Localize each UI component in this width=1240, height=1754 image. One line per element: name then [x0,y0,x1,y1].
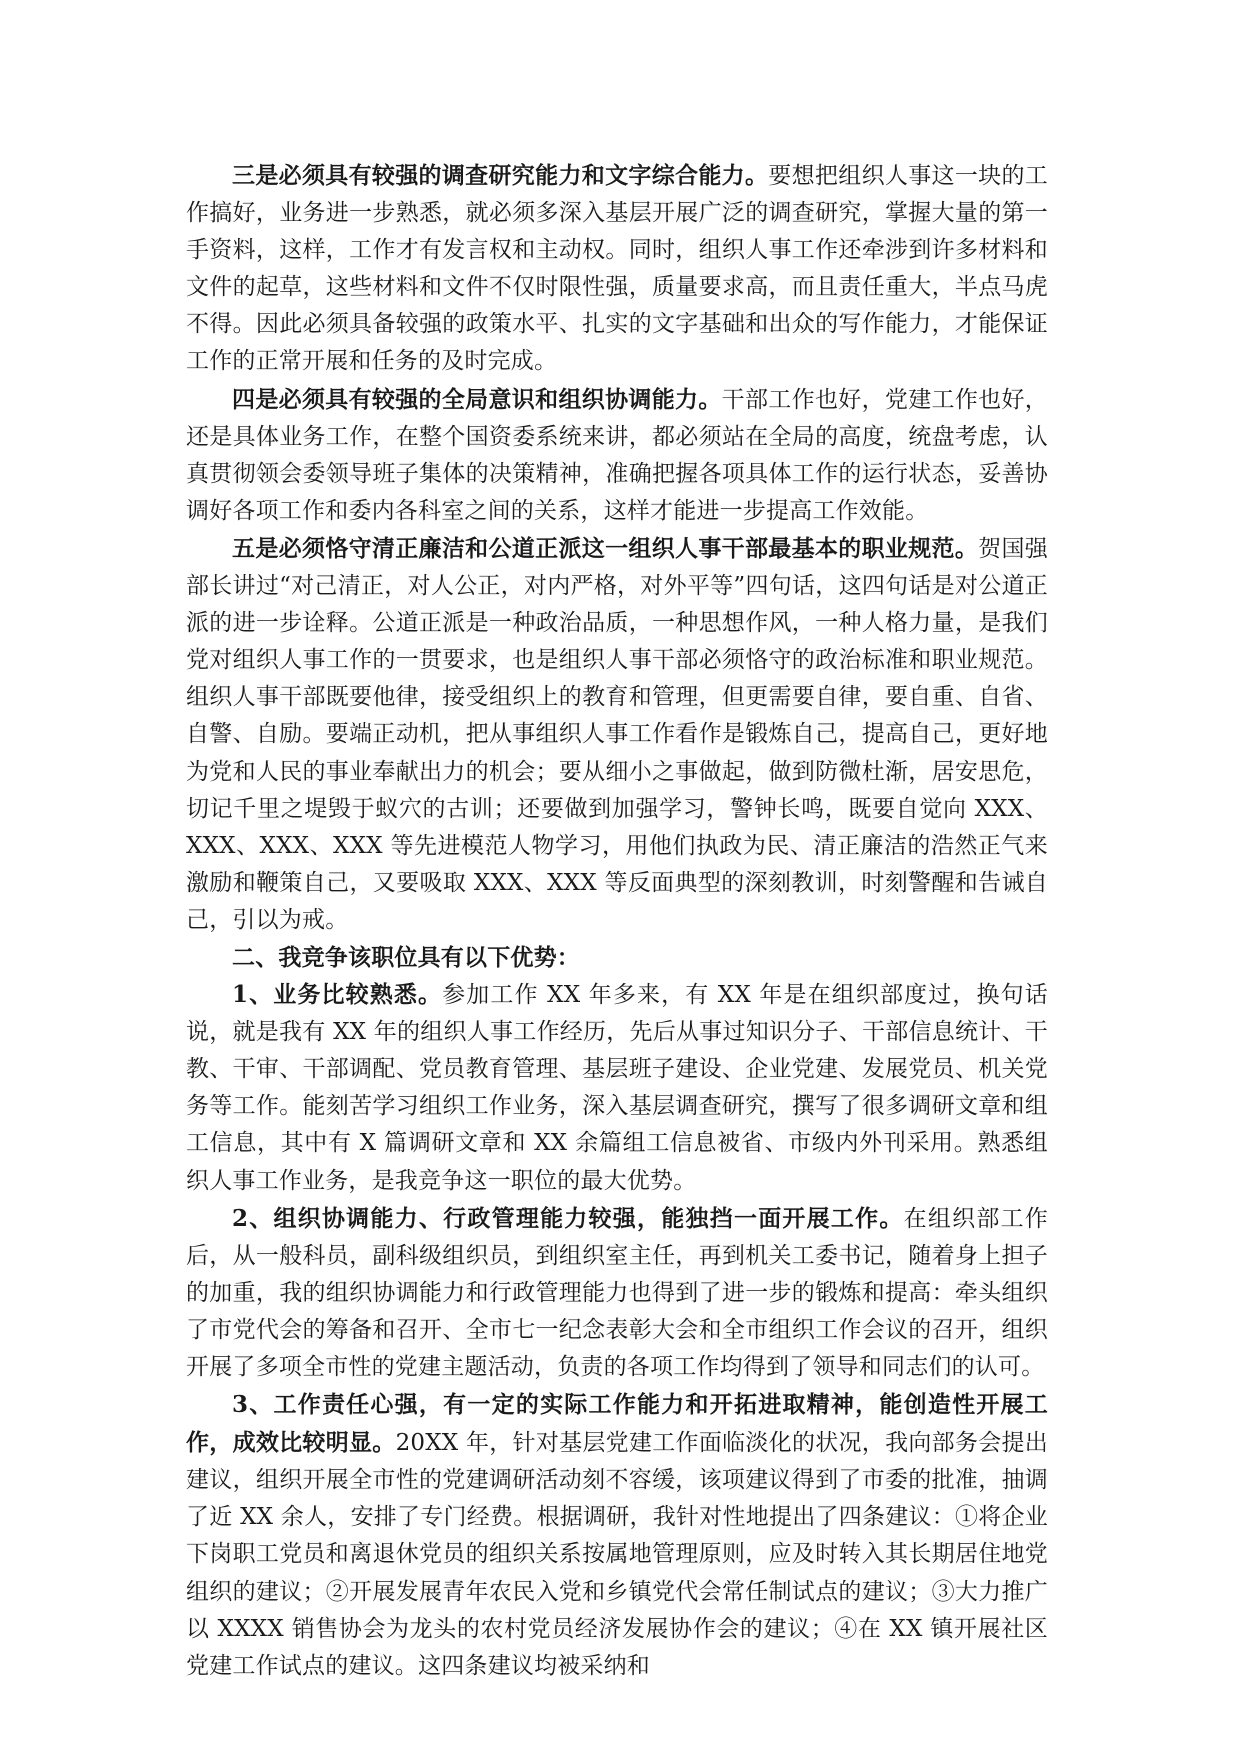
paragraph-lead: 三是必须具有较强的调查研究能力和文字综合能力。 [232,162,769,189]
paragraph-lead: 四是必须具有较强的全局意识和组织协调能力。 [232,385,722,413]
advantage-body: 20XX 年，针对基层党建工作面临淡化的状况，我向部务会提出建议，组织开展全市性的党建调研活动刻不容缓，该项建议得到了市委的批准，抽调了近 XX 余人，安排了专门经费。根据调研，我针对性地提出了四条建议：①将企业下岗职工党员和离退休党员的组织关系按属地管理原则，应及时转入其长期居住地党组织的建议；②开展发展青年农民入党和乡镇党代会常任制试点的建议；③大力推广以 XXXX 销售协会为龙头的农村党员经济发展协作会的建议；④在 XX 镇开展社区党建工作试点的建议。这四条建议均被采纳和 [186,1430,1048,1679]
advantage-body: 在组织部工作后，从一般科员，副科级组织员，到组织室主任，再到机关工委书记，随着身上担子的加重，我的组织协调能力和行政管理能力也得到了进一步的锻炼和提高：牵头组织了市党代会的筹备和召开、全市七一纪念表彰大会和全市组织工作会议的召开，组织开展了多项全市性的党建主题活动，负责的各项工作均得到了领导和同志们的认可。 [186,1205,1049,1380]
paragraph-lead: 五是必须恪守清正廉洁和公道正派这一组织人事干部最基本的职业规范。 [232,534,979,562]
advantage-familiar-business [186,976,1048,1200]
document-page [186,157,1048,1685]
advantage-responsibility [186,1386,1048,1685]
paragraph-body: 要想把组织人事这一块的工作搞好，业务进一步熟悉，就必须多深入基层开展广泛的调查研究，掌握大量的第一手资料，这样，工作才有发言权和主动权。同时，组织人事工作还牵涉到许多材料和文件的起草，这些材料和文件不仅时限性强，质量要求高，而且责任重大，半点马虎不得。因此必须具备较强的政策水平、扎实的文字基础和出众的写作能力，才能保证工作的正常开展和任务的及时完成。 [186,163,1048,375]
advantage-body: 参加工作 XX 年多来，有 XX 年是在组织部度过，换句话说，就是我有 XX 年的组织人事工作经历，先后从事过知识分子、干部信息统计、干教、干审、干部调配、党员教育管理、基层班子建设、企业党建、发展党员、机关党务等工作。能刻苦学习组织工作业务，深入基层调查研究，撰写了很多调研文章和组工信息，其中有 X 篇调研文章和 XX 余篇组工信息被省、市级内外刊采用。熟悉组织人事工作业务，是我竞争这一职位的最大优势。 [186,982,1048,1194]
advantage-lead: 3、工作责任心强，有一定的实际工作能力和开拓进取精神，能创造性开展工作，成效比较明显。 [186,1391,1048,1457]
paragraph-body: 干部工作也好，党建工作也好，还是具体业务工作，在整个国资委系统来讲，都必须站在全局的高度，统盘考虑，认真贯彻领会委领导班子集体的决策精神，准确把握各项具体工作的运行状态，妥善协调好各项工作和委内各科室之间的关系，这样才能进一步提高工作效能。 [186,386,1048,524]
section-heading: 二、我竞争该职位具有以下优势： [232,943,580,971]
advantage-coordination [186,1200,1048,1386]
paragraph-integrity [186,530,1048,939]
paragraph-body: 贺国强部长讲过“对己清正，对人公正，对内严格，对外平等”四句话，这四句话是对公道正派的进一步诠释。公道正派是一种政治品质，一种思想作风，一种人格力量，是我们党对组织人事工作的一贯要求，也是组织人事干部必须恪守的政治标准和职业规范。组织人事干部既要他律，接受组织上的教育和管理，但更需要自律，要自重、自省、自警、自励。要端正动机，把从事组织人事工作看作是锻炼自己，提高自己，更好地为党和人民的事业奉献出力的机会；要从细小之事做起，做到防微杜渐，居安思危，切记千里之堤毁于蚁穴的古训；还要做到加强学习，警钟长鸣，既要自觉向 XXX、XXX、XXX、XXX 等先进模范人物学习，用他们执政为民、清正廉洁的浩然正气来激励和鞭策自己，又要吸取 XXX、XXX 等反面典型的深刻教训，时刻警醒和告诫自己，引以为戒。 [186,535,1048,933]
paragraph-coordination-ability [186,381,1048,530]
advantage-lead: 2、组织协调能力、行政管理能力较强，能独挡一面开展工作。 [232,1204,904,1232]
advantage-lead: 1、业务比较熟悉。 [232,981,443,1009]
paragraph-research-ability [186,157,1048,381]
